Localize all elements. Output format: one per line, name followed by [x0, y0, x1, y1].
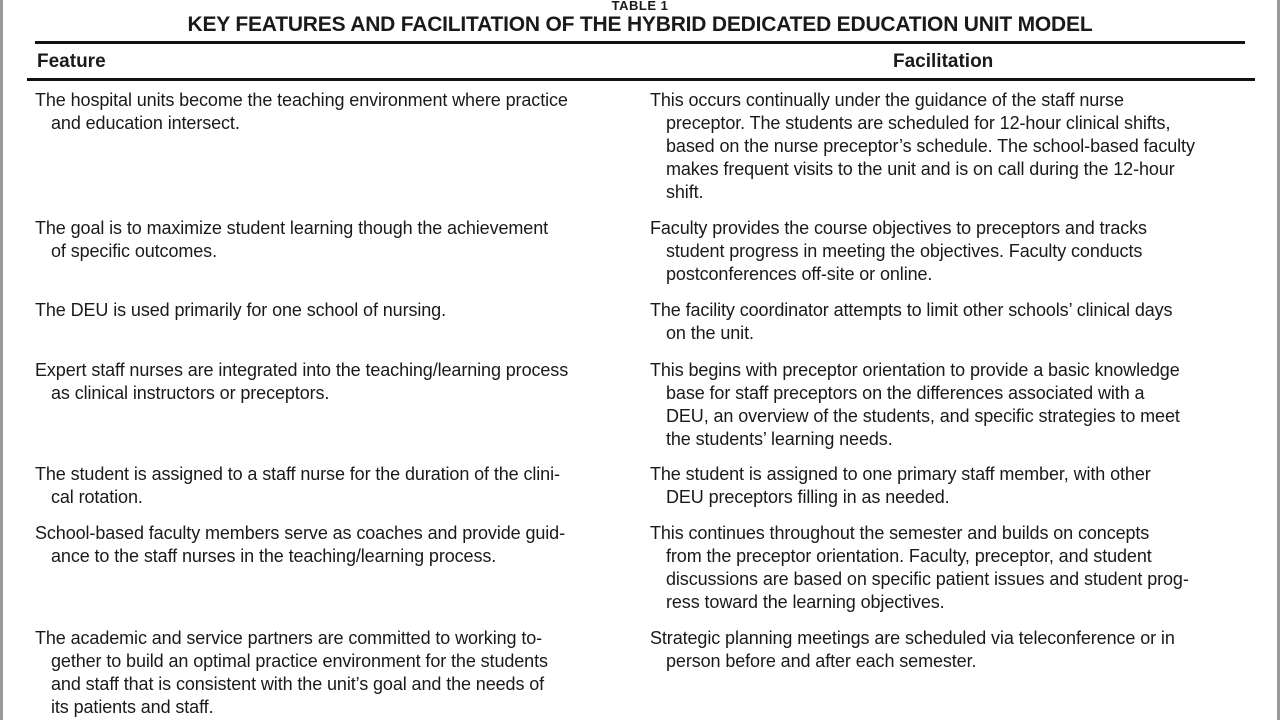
header-facilitation: Facilitation	[893, 51, 994, 72]
page-edge-left	[0, 0, 3, 720]
cell-line: postconferences off-site or online.	[666, 264, 933, 284]
cell-line: base for staff preceptors on the differences associated with a	[666, 383, 1145, 403]
table-cell-facilitation	[650, 299, 1172, 345]
cell-line: DEU, an overview of the students, and specific strategies to meet	[666, 406, 1180, 426]
cell-line: ance to the staff nurses in the teaching/learning process.	[51, 546, 497, 566]
cell-line: from the preceptor orientation. Faculty, preceptor, and student	[666, 546, 1152, 566]
table-title: KEY FEATURES AND FACILITATION OF THE HYBRID DEDICATED EDUCATION UNIT MODEL	[187, 13, 1093, 36]
cell-line: the students’ learning needs.	[666, 429, 893, 449]
cell-line: This begins with preceptor orientation to provide a basic knowledge	[650, 360, 1180, 380]
cell-line: The hospital units become the teaching environment where practice	[35, 90, 568, 110]
cell-line: of specific outcomes.	[51, 241, 217, 261]
cell-line: Expert staff nurses are integrated into the teaching/learning process	[35, 360, 569, 380]
table-label: TABLE 1	[611, 0, 669, 13]
table-cell-facilitation	[650, 359, 1180, 451]
table-cell-facilitation	[650, 522, 1189, 614]
cell-line: based on the nurse preceptor’s schedule. The school-based faculty	[666, 136, 1195, 156]
table-cell-facilitation	[650, 89, 1195, 204]
cell-line: makes frequent visits to the unit and is on call during the 12-hour	[666, 159, 1175, 179]
cell-line: and staff that is consistent with the unit’s goal and the needs of	[51, 674, 545, 694]
cell-line: School-based faculty members serve as coaches and provide guid-	[35, 523, 565, 543]
cell-line: its patients and staff.	[51, 697, 214, 717]
table-cell-facilitation	[650, 627, 1175, 673]
cell-line: The DEU is used primarily for one school of nursing.	[35, 300, 446, 320]
cell-line: Strategic planning meetings are scheduled via teleconference or in	[650, 628, 1175, 648]
cell-line: The student is assigned to a staff nurse for the duration of the clini-	[35, 464, 560, 484]
cell-line: shift.	[666, 182, 704, 202]
table-cell-feature	[35, 463, 560, 509]
cell-line: The academic and service partners are committed to working to-	[35, 628, 543, 648]
cell-line: ress toward the learning objectives.	[666, 592, 945, 612]
table-cell-feature	[35, 217, 548, 263]
table-cell-feature	[35, 359, 568, 405]
cell-line: gether to build an optimal practice environment for the students	[51, 651, 548, 671]
cell-line: as clinical instructors or preceptors.	[51, 383, 330, 403]
cell-line: Faculty provides the course objectives to preceptors and tracks	[650, 218, 1147, 238]
table-cell-feature	[35, 522, 565, 568]
table-cell-feature	[35, 627, 548, 719]
table-cell-feature	[35, 89, 568, 135]
cell-line: This occurs continually under the guidance of the staff nurse	[650, 90, 1124, 110]
cell-line: on the unit.	[666, 323, 754, 343]
table-cell-facilitation	[650, 217, 1147, 286]
header-rule	[27, 78, 1255, 81]
cell-line: preceptor. The students are scheduled for 12-hour clinical shifts,	[666, 113, 1171, 133]
cell-line: person before and after each semester.	[666, 651, 977, 671]
cell-line: The student is assigned to one primary staff member, with other	[650, 464, 1151, 484]
cell-line: The goal is to maximize student learning though the achievement	[35, 218, 549, 238]
cell-line: This continues throughout the semester and builds on concepts	[650, 523, 1150, 543]
table-cell-facilitation	[650, 463, 1151, 509]
table-cell-feature	[35, 299, 446, 322]
cell-line: student progress in meeting the objectives. Faculty conducts	[666, 241, 1143, 261]
header-feature: Feature	[37, 51, 106, 72]
cell-line: and education intersect.	[51, 113, 240, 133]
cell-line: discussions are based on specific patient issues and student prog-	[666, 569, 1189, 589]
cell-line: The facility coordinator attempts to limit other schools’ clinical days	[650, 300, 1173, 320]
top-rule	[35, 41, 1245, 44]
cell-line: cal rotation.	[51, 487, 143, 507]
cell-line: DEU preceptors filling in as needed.	[666, 487, 950, 507]
